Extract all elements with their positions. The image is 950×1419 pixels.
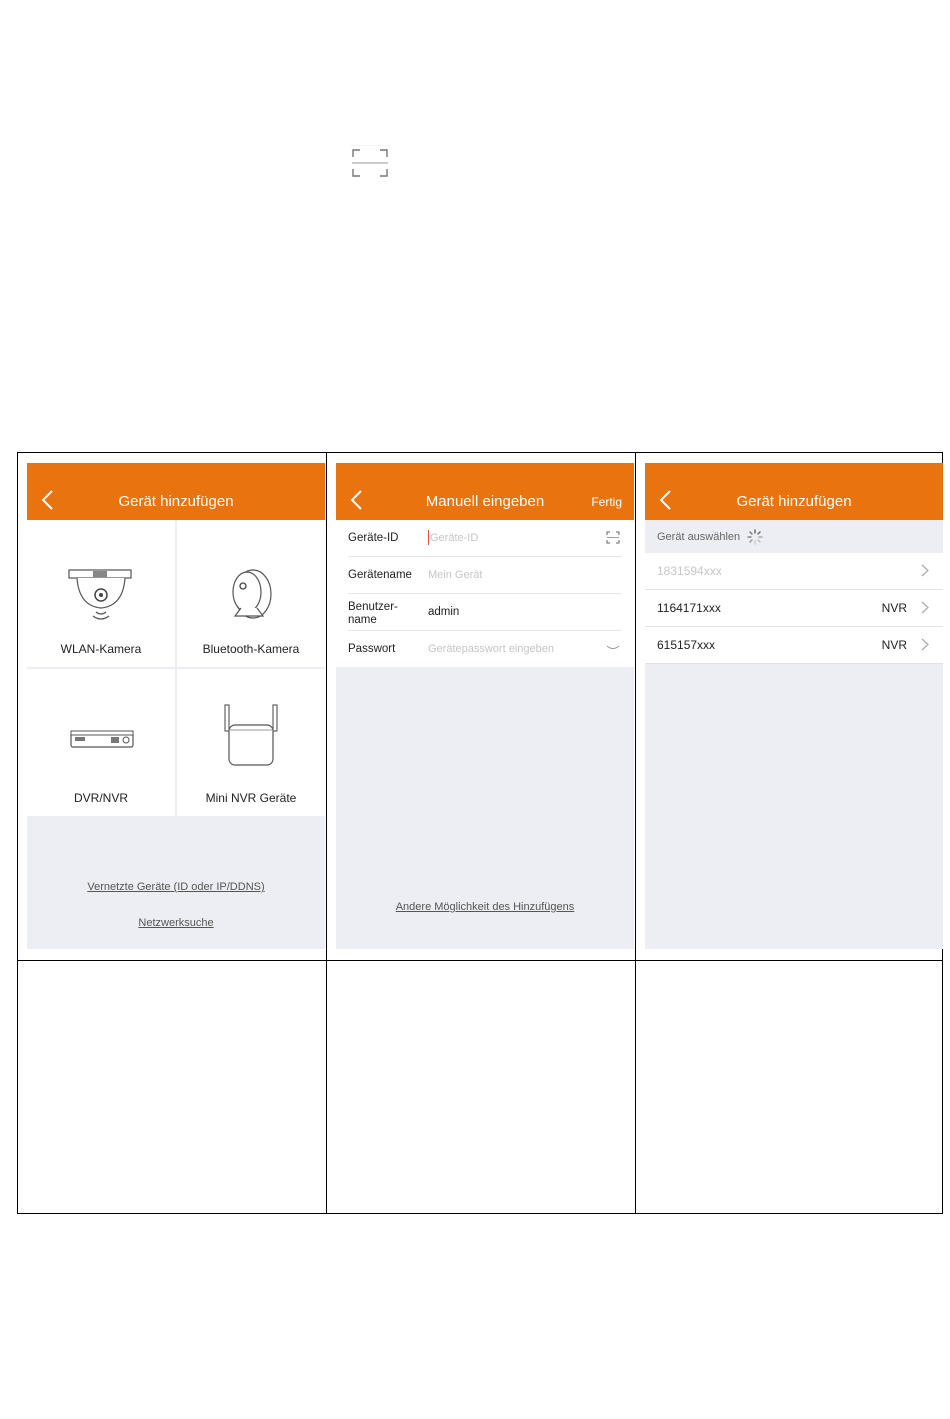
- header-bar: [336, 463, 634, 520]
- screen-add-device: [27, 463, 325, 949]
- tile-wlan-camera[interactable]: [27, 520, 175, 667]
- screen-manual-entry: [336, 463, 634, 949]
- device-id-input[interactable]: Geräte-ID: [430, 532, 479, 544]
- page-title: Gerät hinzufügen: [736, 493, 852, 510]
- scan-frame-icon: [350, 145, 390, 181]
- scan-icon[interactable]: [606, 531, 620, 544]
- tile-bluetooth-camera[interactable]: [177, 520, 325, 667]
- field-label: Benutzer- name: [348, 601, 398, 626]
- page-title: Manuell eingeben: [425, 493, 545, 510]
- password-input[interactable]: Gerätepasswort eingeben: [428, 643, 554, 655]
- header-bar: [645, 463, 943, 520]
- networked-devices-link[interactable]: Vernetzte Geräte (ID oder IP/DDNS): [87, 881, 265, 893]
- select-device-label: Gerät auswählen: [657, 531, 741, 543]
- tile-label: DVR/NVR: [73, 791, 128, 805]
- table-divider: [326, 453, 327, 1213]
- field-label: Geräte-ID: [348, 532, 399, 544]
- other-method-link[interactable]: Andere Möglichkeit des Hinzufügens: [395, 901, 575, 913]
- chevron-right-icon: [921, 601, 929, 614]
- field-label: Gerätename: [348, 569, 412, 581]
- device-type: NVR: [881, 601, 907, 615]
- form-row-password[interactable]: [348, 631, 622, 667]
- done-button[interactable]: Fertig: [591, 495, 622, 509]
- table-divider: [18, 960, 942, 961]
- form-row-username[interactable]: [348, 594, 622, 631]
- page-title: Gerät hinzufügen: [118, 493, 234, 510]
- form-row-device-name[interactable]: [348, 557, 622, 594]
- dvr-nvr-icon: [27, 669, 175, 779]
- tile-label: WLAN-Kamera: [60, 642, 142, 656]
- loading-spinner-icon: [747, 529, 763, 545]
- chevron-right-icon: [921, 564, 929, 577]
- username-input[interactable]: admin: [428, 606, 460, 618]
- text-cursor: [428, 530, 429, 545]
- tile-dvr-nvr[interactable]: [27, 669, 175, 816]
- field-label: Passwort: [348, 643, 396, 655]
- list-item[interactable]: [645, 590, 943, 627]
- device-id: 1831594xxx: [657, 564, 722, 578]
- chevron-right-icon: [921, 638, 929, 651]
- list-item[interactable]: [645, 627, 943, 664]
- list-header: [645, 520, 943, 553]
- device-list: [645, 553, 943, 664]
- screen-select-device: [645, 463, 943, 949]
- form-row-device-id[interactable]: [348, 520, 622, 557]
- tile-mini-nvr[interactable]: [177, 669, 325, 816]
- device-id: 1164171xxx: [657, 601, 721, 615]
- header-bar: [27, 463, 325, 520]
- tile-label: Mini NVR Geräte: [205, 791, 297, 805]
- screenshot-table: [17, 452, 943, 1214]
- eye-closed-icon[interactable]: [606, 644, 620, 652]
- tile-label: Bluetooth-Kamera: [202, 642, 300, 656]
- wlan-camera-icon: [27, 520, 175, 630]
- device-name-input[interactable]: Mein Gerät: [428, 569, 483, 581]
- list-item[interactable]: [645, 553, 943, 590]
- device-id: 615157xxx: [657, 638, 716, 652]
- network-search-link[interactable]: Netzwerksuche: [138, 917, 214, 929]
- device-type: NVR: [881, 638, 907, 652]
- mini-nvr-icon: [177, 669, 325, 779]
- table-divider: [635, 453, 636, 1213]
- bluetooth-camera-icon: [177, 520, 325, 630]
- device-form: [336, 520, 634, 667]
